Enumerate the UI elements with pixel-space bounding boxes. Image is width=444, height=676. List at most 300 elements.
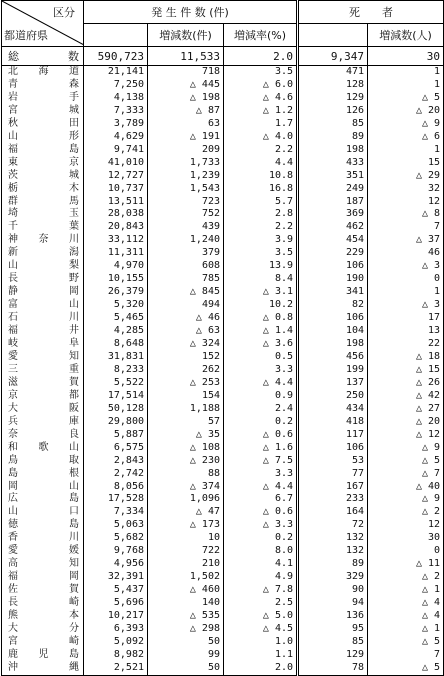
inc-cell: △ 46 (148, 312, 224, 325)
cases-cell: 5,437 (84, 584, 148, 597)
prefecture-cell: 神奈川 (8, 234, 79, 246)
rate-cell: 10.8 (224, 170, 298, 183)
deaths-cell: 250 (298, 390, 368, 403)
dinc-cell: △ 5 (368, 455, 444, 468)
dinc-cell: 1 (368, 66, 444, 79)
deaths-cell: 72 (298, 519, 368, 532)
inc-cell: △ 230 (148, 455, 224, 468)
cases-cell: 4,956 (84, 558, 148, 571)
statistics-table (1, 0, 444, 676)
dinc-cell: △ 9 (368, 118, 444, 131)
dinc-cell: △ 42 (368, 390, 444, 403)
dinc-cell: △ 18 (368, 351, 444, 364)
cases-cell: 8,056 (84, 481, 148, 494)
table-row (2, 390, 444, 403)
deaths-cell: 198 (298, 338, 368, 351)
prefecture-cell: 大分 (8, 622, 79, 634)
table-row (2, 170, 444, 183)
prefecture-cell: 大阪 (8, 402, 79, 414)
rate-cell: △ 0.6 (224, 506, 298, 519)
dinc-cell: 1 (368, 286, 444, 299)
table-row (2, 221, 444, 234)
inc-cell: 140 (148, 597, 224, 610)
cases-cell: 6,575 (84, 442, 148, 455)
dinc-cell: 7 (368, 649, 444, 662)
zougen-ken-header: 増減数(件) (148, 24, 224, 47)
inc-cell: 1,733 (148, 157, 224, 170)
table-row (2, 79, 444, 92)
deaths-cell: 199 (298, 364, 368, 377)
rate-cell: △ 1.2 (224, 105, 298, 118)
inc-cell: △ 324 (148, 338, 224, 351)
total-label: 総 数 (2, 47, 84, 66)
rate-cell: △ 0.8 (224, 312, 298, 325)
cases-cell: 31,831 (84, 351, 148, 364)
deaths-cell: 129 (298, 649, 368, 662)
rate-cell: 3.3 (224, 468, 298, 481)
prefecture-cell: 兵庫 (8, 415, 79, 427)
cases-cell: 5,320 (84, 299, 148, 312)
deaths-cell: 128 (298, 79, 368, 92)
cases-cell: 41,010 (84, 157, 148, 170)
rate-cell: △ 3.3 (224, 519, 298, 532)
inc-cell: 718 (148, 66, 224, 79)
prefecture-cell: 茨城 (8, 169, 79, 181)
prefecture-cell: 三重 (8, 363, 79, 375)
inc-cell: 1,188 (148, 403, 224, 416)
inc-cell: △ 374 (148, 481, 224, 494)
dinc-cell: △ 11 (368, 558, 444, 571)
prefecture-cell: 山梨 (8, 260, 79, 272)
prefecture-cell: 長野 (8, 273, 79, 285)
deaths-cell: 187 (298, 196, 368, 209)
cases-cell: 4,138 (84, 92, 148, 105)
cases-cell: 10,155 (84, 273, 148, 286)
cases-cell: 5,092 (84, 636, 148, 649)
cases-cell: 6,393 (84, 623, 148, 636)
table-row (2, 468, 444, 481)
deaths-cell: 198 (298, 144, 368, 157)
dinc-cell: 22 (368, 338, 444, 351)
dinc-cell: △ 5 (368, 636, 444, 649)
cases-cell: 10,737 (84, 183, 148, 196)
deaths-cell: 471 (298, 66, 368, 79)
rate-cell: △ 1.4 (224, 325, 298, 338)
deaths-cell: 129 (298, 92, 368, 105)
inc-cell: △ 845 (148, 286, 224, 299)
table-row (2, 299, 444, 312)
table-row (2, 429, 444, 442)
inc-cell: 752 (148, 208, 224, 221)
cases-cell: 5,063 (84, 519, 148, 532)
table-row (2, 532, 444, 545)
dinc-cell: 0 (368, 273, 444, 286)
zougen-nin-header: 増減数(人) (368, 24, 444, 47)
prefecture-cell: 岡山 (8, 480, 79, 492)
rate-cell: 16.8 (224, 183, 298, 196)
corner-header (2, 1, 84, 47)
dinc-cell: 17 (368, 312, 444, 325)
deaths-cell: 132 (298, 532, 368, 545)
prefecture-cell: 宮城 (8, 104, 79, 116)
rate-cell: 8.4 (224, 273, 298, 286)
inc-cell: 722 (148, 545, 224, 558)
table-row (2, 481, 444, 494)
inc-cell: 50 (148, 662, 224, 675)
cases-cell: 2,521 (84, 662, 148, 675)
rate-cell: 0.5 (224, 351, 298, 364)
rate-cell: △ 3.1 (224, 286, 298, 299)
prefecture-cell: 富山 (8, 299, 79, 311)
cases-cell: 21,141 (84, 66, 148, 79)
deaths-cell: 78 (298, 662, 368, 675)
deaths-cell: 85 (298, 118, 368, 131)
prefecture-cell: 鳥取 (8, 454, 79, 466)
dinc-cell: 1 (368, 144, 444, 157)
rate-cell: 1.1 (224, 649, 298, 662)
deaths-cell: 106 (298, 260, 368, 273)
prefecture-cell: 岐阜 (8, 338, 79, 350)
prefecture-cell: 福島 (8, 143, 79, 155)
dinc-cell: △ 1 (368, 623, 444, 636)
prefecture-cell: 静岡 (8, 286, 79, 298)
table-row (2, 66, 444, 79)
table-row (2, 416, 444, 429)
dinc-cell: △ 8 (368, 208, 444, 221)
inc-cell: 88 (148, 468, 224, 481)
table-row (2, 105, 444, 118)
inc-cell: △ 173 (148, 519, 224, 532)
cases-cell: 17,514 (84, 390, 148, 403)
inc-cell: 1,239 (148, 170, 224, 183)
deaths-cell: 104 (298, 325, 368, 338)
cases-cell: 26,379 (84, 286, 148, 299)
dinc-cell: △ 12 (368, 429, 444, 442)
rate-cell: 13.9 (224, 260, 298, 273)
prefecture-cell: 鹿児島 (8, 648, 79, 660)
table-row (2, 131, 444, 144)
rate-cell: △ 4.4 (224, 481, 298, 494)
table-row (2, 157, 444, 170)
deaths-cell: 462 (298, 221, 368, 234)
prefecture-cell: 滋賀 (8, 376, 79, 388)
inc-cell: △ 191 (148, 131, 224, 144)
inc-cell: 99 (148, 649, 224, 662)
dinc-cell: 7 (368, 221, 444, 234)
deaths-cell: 132 (298, 545, 368, 558)
rate-cell: 8.0 (224, 545, 298, 558)
rate-cell: 5.7 (224, 196, 298, 209)
rate-cell: △ 4.0 (224, 131, 298, 144)
hassei-header: 発 生 件 数 (件) (84, 1, 298, 24)
deaths-cell: 106 (298, 312, 368, 325)
inc-cell: △ 535 (148, 610, 224, 623)
inc-cell: 210 (148, 558, 224, 571)
cases-cell: 5,887 (84, 429, 148, 442)
prefecture-cell: 沖縄 (8, 661, 79, 673)
deaths-cell: 77 (298, 468, 368, 481)
dinc-cell: 12 (368, 519, 444, 532)
table-row (2, 273, 444, 286)
deaths-cell: 418 (298, 416, 368, 429)
inc-cell: 154 (148, 390, 224, 403)
table-row (2, 364, 444, 377)
cases-cell: 9,741 (84, 144, 148, 157)
table-row (2, 571, 444, 584)
rate-cell: 0.2 (224, 532, 298, 545)
inc-cell: △ 87 (148, 105, 224, 118)
dinc-cell: △ 6 (368, 131, 444, 144)
rate-cell: △ 3.6 (224, 338, 298, 351)
dinc-cell: △ 4 (368, 597, 444, 610)
dinc-cell: 46 (368, 247, 444, 260)
cases-cell: 12,727 (84, 170, 148, 183)
deaths-cell: 164 (298, 506, 368, 519)
rate-cell: △ 4.4 (224, 377, 298, 390)
prefecture-cell: 愛知 (8, 350, 79, 362)
deaths-cell: 137 (298, 377, 368, 390)
prefecture-cell: 栃木 (8, 182, 79, 194)
deaths-cell: 94 (298, 597, 368, 610)
prefecture-cell: 奈良 (8, 428, 79, 440)
dinc-cell: △ 29 (368, 170, 444, 183)
table-row (2, 636, 444, 649)
cases-cell: 8,233 (84, 364, 148, 377)
rate-cell: 3.3 (224, 364, 298, 377)
prefecture-cell: 長崎 (8, 597, 79, 609)
cases-cell: 5,522 (84, 377, 148, 390)
deaths-col-header (298, 24, 368, 47)
deaths-cell: 117 (298, 429, 368, 442)
rate-cell: △ 7.8 (224, 584, 298, 597)
rate-cell: 2.8 (224, 208, 298, 221)
prefecture-cell: 山形 (8, 130, 79, 142)
inc-cell: 723 (148, 196, 224, 209)
deaths-cell: 95 (298, 623, 368, 636)
cases-cell: 3,789 (84, 118, 148, 131)
deaths-cell: 434 (298, 403, 368, 416)
total-cases: 590,723 (84, 47, 148, 66)
rate-cell: 0.2 (224, 416, 298, 429)
table-row (2, 260, 444, 273)
inc-cell: 10 (148, 532, 224, 545)
dinc-cell: 0 (368, 545, 444, 558)
prefecture-cell: 愛媛 (8, 545, 79, 557)
inc-cell: 57 (148, 416, 224, 429)
table-row (2, 662, 444, 675)
prefecture-cell: 和歌山 (8, 441, 79, 453)
total-dinc: 30 (368, 47, 444, 66)
prefecture-cell: 青森 (8, 78, 79, 90)
prefecture-cell: 岩手 (8, 91, 79, 103)
table-row (2, 403, 444, 416)
table-row (2, 92, 444, 105)
deaths-cell: 454 (298, 234, 368, 247)
deaths-cell: 136 (298, 610, 368, 623)
deaths-cell: 190 (298, 273, 368, 286)
cases-cell: 13,511 (84, 196, 148, 209)
inc-cell: △ 253 (148, 377, 224, 390)
table-row (2, 623, 444, 636)
cases-cell: 11,311 (84, 247, 148, 260)
dinc-cell: △ 5 (368, 92, 444, 105)
dinc-cell: △ 5 (368, 662, 444, 675)
table-row (2, 610, 444, 623)
inc-cell: 439 (148, 221, 224, 234)
prefecture-cell: 島根 (8, 467, 79, 479)
dinc-cell: △ 9 (368, 493, 444, 506)
kubun-label: 区分 (53, 6, 75, 19)
inc-cell: 1,096 (148, 493, 224, 506)
deaths-cell: 351 (298, 170, 368, 183)
deaths-cell: 433 (298, 157, 368, 170)
rate-cell: 3.5 (224, 247, 298, 260)
table-row (2, 558, 444, 571)
cases-cell: 8,648 (84, 338, 148, 351)
cases-cell: 5,682 (84, 532, 148, 545)
table-row (2, 377, 444, 390)
rate-cell: △ 5.0 (224, 610, 298, 623)
dinc-cell: △ 37 (368, 234, 444, 247)
table-row (2, 325, 444, 338)
dinc-cell: △ 2 (368, 571, 444, 584)
dinc-cell: △ 26 (368, 377, 444, 390)
inc-cell: 379 (148, 247, 224, 260)
rate-cell: △ 1.6 (224, 442, 298, 455)
deaths-cell: 167 (298, 481, 368, 494)
inc-cell: 262 (148, 364, 224, 377)
prefecture-cell: 京都 (8, 389, 79, 401)
table-row (2, 584, 444, 597)
cases-cell: 4,970 (84, 260, 148, 273)
deaths-cell: 341 (298, 286, 368, 299)
table-row (2, 118, 444, 131)
inc-cell: 63 (148, 118, 224, 131)
prefecture-cell: 北海道 (8, 66, 79, 77)
rate-cell: △ 7.5 (224, 455, 298, 468)
inc-cell: △ 445 (148, 79, 224, 92)
table-row (2, 506, 444, 519)
rate-cell: 4.4 (224, 157, 298, 170)
table-row (2, 519, 444, 532)
inc-cell: 50 (148, 636, 224, 649)
prefecture-cell: 佐賀 (8, 584, 79, 596)
cases-cell: 28,038 (84, 208, 148, 221)
dinc-cell: △ 4 (368, 610, 444, 623)
inc-cell: 494 (148, 299, 224, 312)
table-row (2, 234, 444, 247)
inc-cell: △ 47 (148, 506, 224, 519)
cases-cell: 10,217 (84, 610, 148, 623)
rate-cell: 3.5 (224, 66, 298, 79)
inc-cell: △ 198 (148, 92, 224, 105)
rate-cell: △ 6.0 (224, 79, 298, 92)
cases-cell: 32,391 (84, 571, 148, 584)
dinc-cell: △ 2 (368, 506, 444, 519)
inc-cell: △ 63 (148, 325, 224, 338)
table-row (2, 338, 444, 351)
deaths-cell: 90 (298, 584, 368, 597)
dinc-cell: 13 (368, 325, 444, 338)
inc-cell: △ 460 (148, 584, 224, 597)
deaths-cell: 106 (298, 442, 368, 455)
inc-cell: 608 (148, 260, 224, 273)
table-row (2, 649, 444, 662)
deaths-cell: 233 (298, 493, 368, 506)
prefecture-cell: 高知 (8, 558, 79, 570)
cases-cell: 20,843 (84, 221, 148, 234)
zougen-ritsu-header: 増減率(%) (224, 24, 298, 47)
total-row (2, 47, 444, 66)
rate-cell: 4.1 (224, 558, 298, 571)
rate-cell: △ 4.5 (224, 623, 298, 636)
total-inc: 11,533 (148, 47, 224, 66)
todofuken-label: 都道府県 (4, 29, 48, 42)
dinc-cell: △ 20 (368, 416, 444, 429)
prefecture-cell: 山口 (8, 506, 79, 518)
cases-col-header (84, 24, 148, 47)
table-row (2, 351, 444, 364)
dinc-cell: 32 (368, 183, 444, 196)
rate-cell: 2.0 (224, 662, 298, 675)
deaths-cell: 329 (298, 571, 368, 584)
rate-cell: 2.2 (224, 144, 298, 157)
dinc-cell: △ 20 (368, 105, 444, 118)
cases-cell: 7,333 (84, 105, 148, 118)
dinc-cell: △ 40 (368, 481, 444, 494)
dinc-cell: 1 (368, 79, 444, 92)
prefecture-cell: 徳島 (8, 519, 79, 531)
table-row (2, 183, 444, 196)
inc-cell: △ 108 (148, 442, 224, 455)
deaths-cell: 53 (298, 455, 368, 468)
cases-cell: 9,768 (84, 545, 148, 558)
cases-cell: 4,629 (84, 131, 148, 144)
table-row (2, 442, 444, 455)
cases-cell: 8,982 (84, 649, 148, 662)
table-row (2, 545, 444, 558)
dinc-cell: △ 3 (368, 299, 444, 312)
inc-cell: 209 (148, 144, 224, 157)
dinc-cell: 30 (368, 532, 444, 545)
cases-cell: 5,696 (84, 597, 148, 610)
deaths-cell: 89 (298, 131, 368, 144)
prefecture-cell: 秋田 (8, 117, 79, 129)
inc-cell: △ 35 (148, 429, 224, 442)
table-row (2, 208, 444, 221)
table-row (2, 597, 444, 610)
rate-cell: 1.7 (224, 118, 298, 131)
deaths-cell: 369 (298, 208, 368, 221)
dinc-cell: △ 27 (368, 403, 444, 416)
table-row (2, 196, 444, 209)
total-deaths: 9,347 (298, 47, 368, 66)
shisha-header: 死 者 (298, 1, 444, 24)
rate-cell: 2.4 (224, 403, 298, 416)
rate-cell: 1.0 (224, 636, 298, 649)
dinc-cell: △ 15 (368, 364, 444, 377)
prefecture-cell: 香川 (8, 532, 79, 544)
cases-cell: 4,285 (84, 325, 148, 338)
inc-cell: 1,543 (148, 183, 224, 196)
cases-cell: 7,250 (84, 79, 148, 92)
prefecture-cell: 群馬 (8, 195, 79, 207)
deaths-cell: 229 (298, 247, 368, 260)
dinc-cell: 12 (368, 196, 444, 209)
inc-cell: △ 298 (148, 623, 224, 636)
cases-cell: 17,528 (84, 493, 148, 506)
dinc-cell: △ 3 (368, 260, 444, 273)
